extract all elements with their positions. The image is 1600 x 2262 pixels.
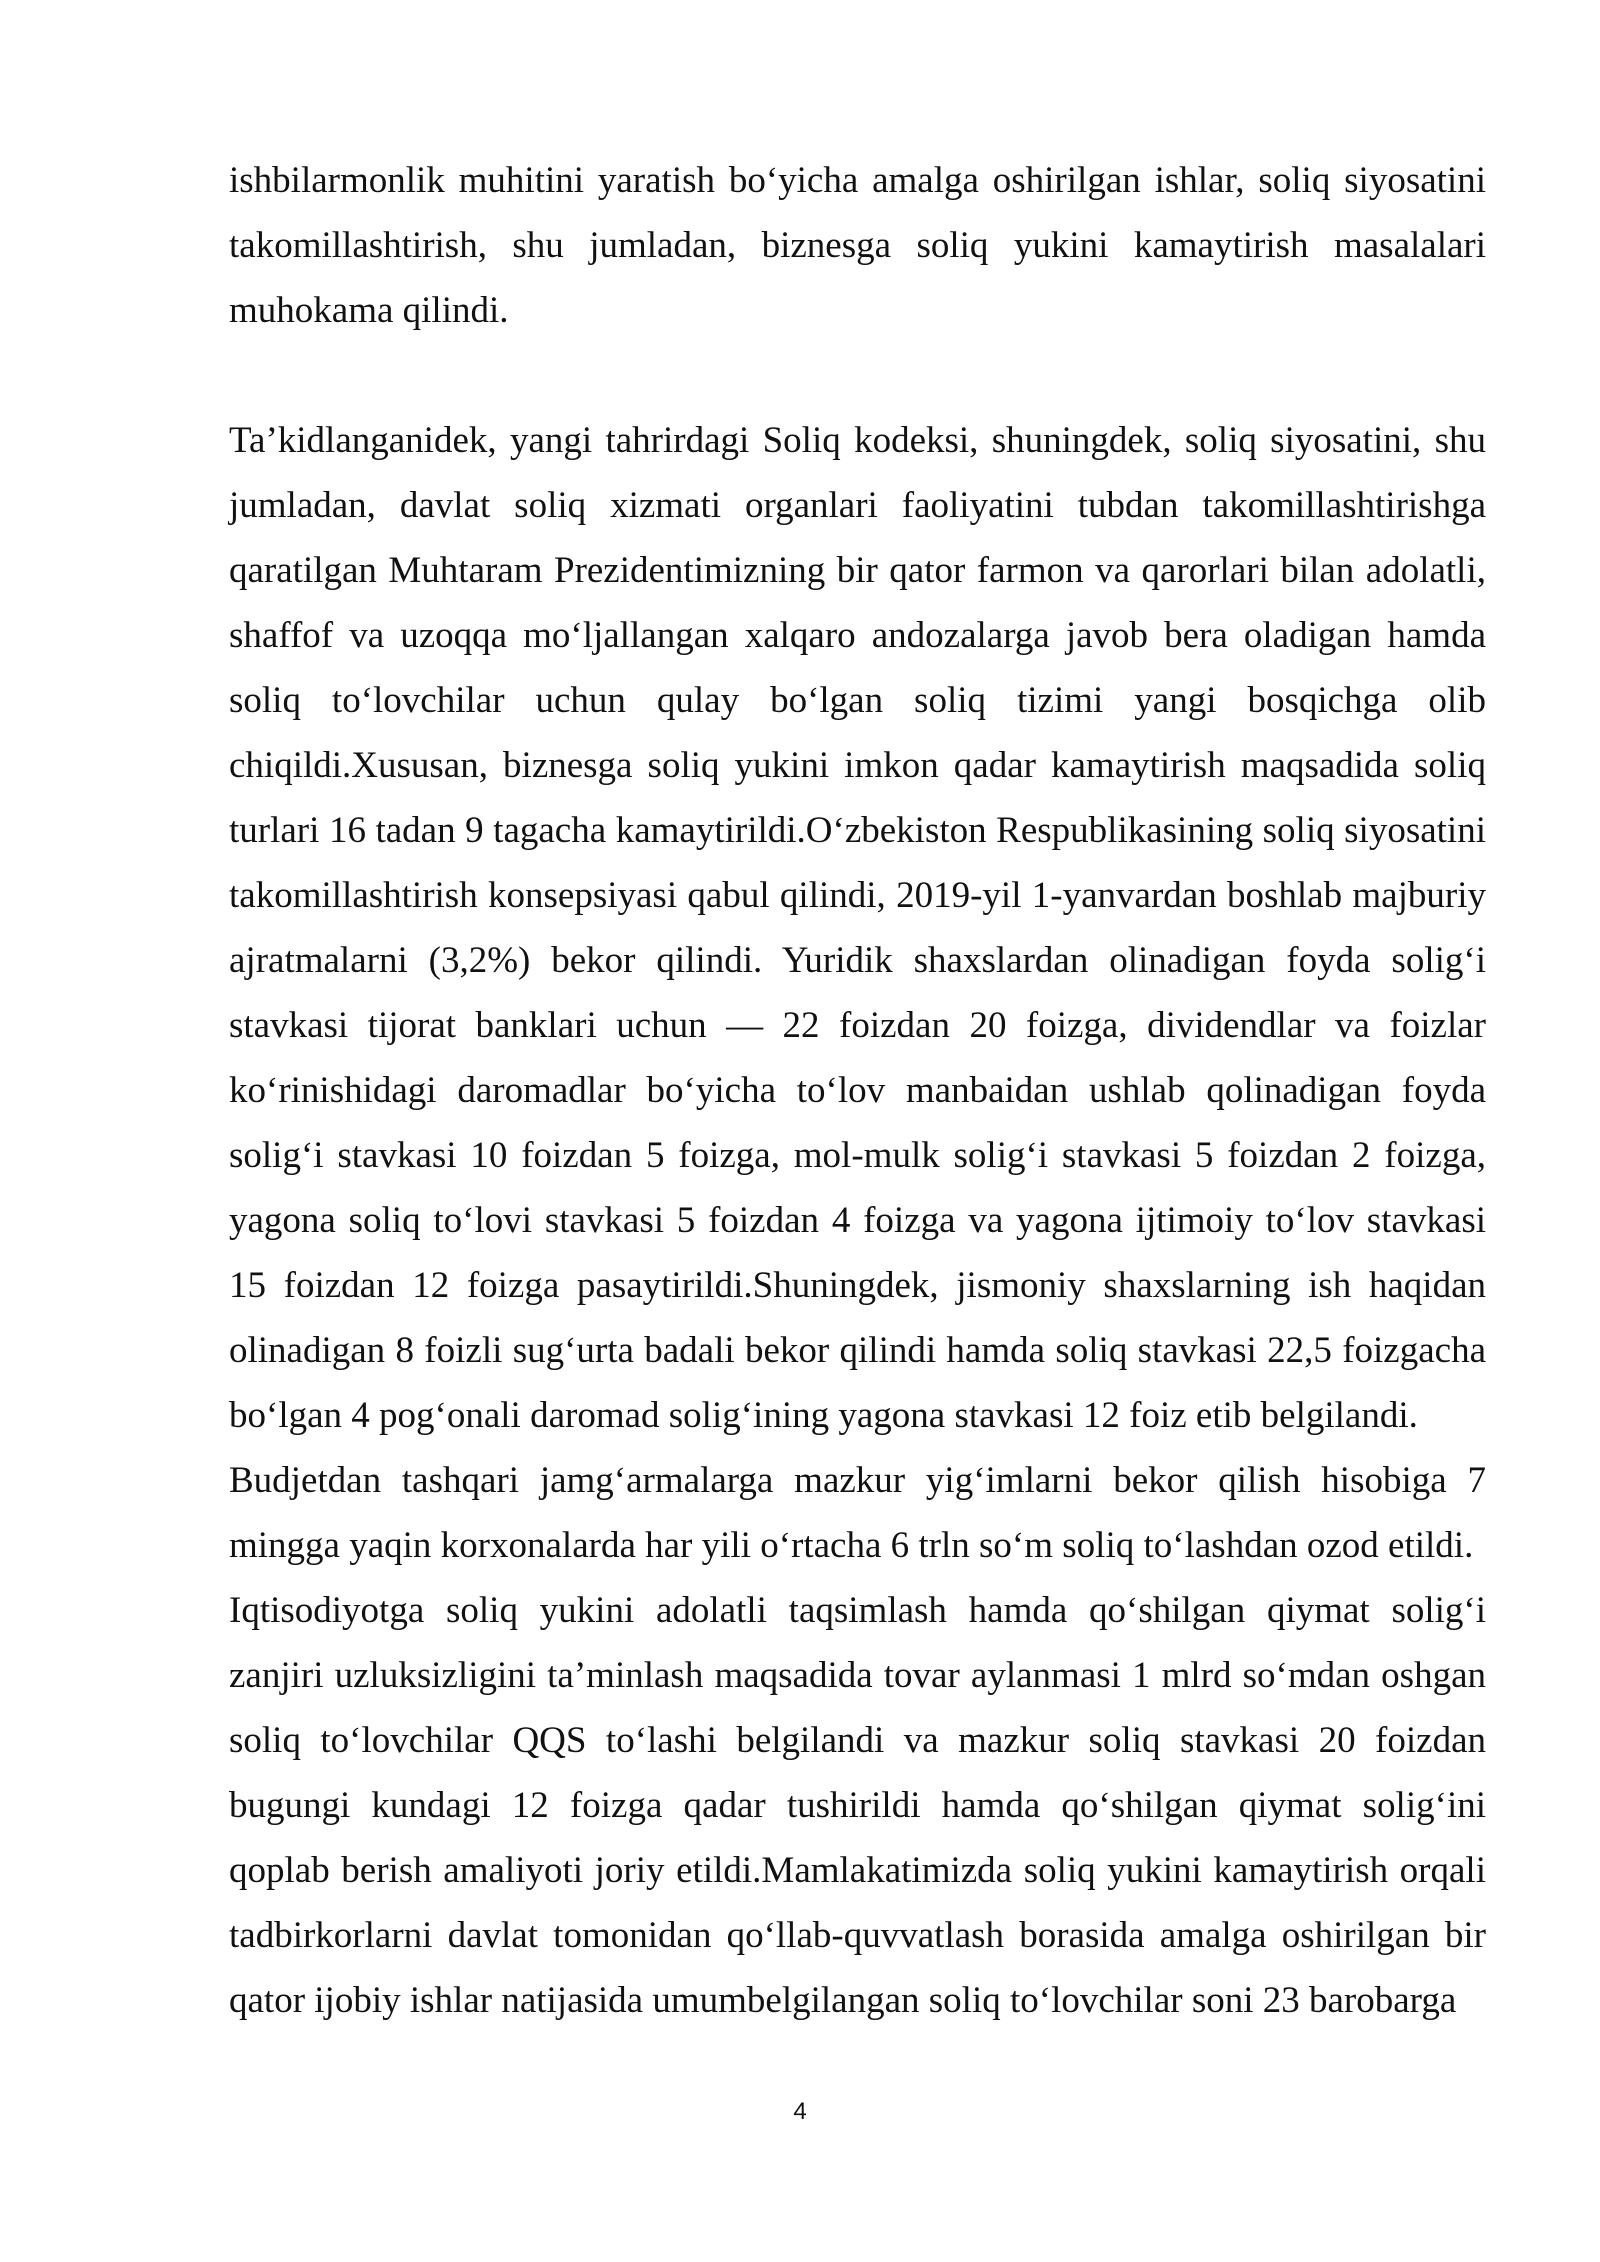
paragraph-1: ishbilarmonlik muhitini yaratish bo‘yicha amalga oshirilgan ishlar, soliq siyosatini takomillashtirish, shu jumladan, biznesga soliq yukini kamaytirish masalalari muhokama qilindi. [229,160,1486,331]
paragraph-3: Budjetdan tashqari jamg‘armalarga mazkur yig‘imlarni bekor qilish hisobiga 7 mingga yaqin korxonalarda har yili o‘rtacha 6 trln so‘m soliq to‘lashdan ozod etildi. [229,1460,1486,1566]
page-number: 4 [793,2098,807,2125]
body-text [229,148,1486,2033]
paragraph-2: Ta’kidlanganidek, yangi tahrirdagi Soliq kodeksi, shuningdek, soliq siyosatini, shu jumladan, davlat soliq xizmati organlari faoliyatini tubdan takomillashtirishga qaratilgan Muhtaram Prezidentimizning bir qator farmon va qarorlari bilan adolatli, shaffof va uzoqqa mo‘ljallangan xalqaro andozalarga javob bera oladigan hamda soliq to‘lovchilar uchun qulay bo‘lgan soliq tizimi yangi bosqichga olib chiqildi.Xususan, biznesga soliq yukini imkon qadar kamaytirish maqsadida soliq turlari 16 tadan 9 tagacha kamaytirildi.O‘zbekiston Respublikasining soliq siyosatini takomillashtirish konsepsiyasi qabul qilindi, 2019-yil 1-yanvardan boshlab majburiy ajratmalarni (3,2%) bekor qilindi. Yuridik shaxslardan olinadigan foyda solig‘i stavkasi tijorat banklari uchun — 22 foizdan 20 foizga, dividendlar va foizlar ko‘rinishidagi daromadlar bo‘yicha to‘lov manbaidan ushlab qolinadigan foyda solig‘i stavkasi 10 foizdan 5 foizga, mol-mulk solig‘i stavkasi 5 foizdan 2 foizga, yagona soliq to‘lovi stavkasi 5 foizdan 4 foizga va yagona ijtimoiy to‘lov stavkasi 15 foizdan 12 foizga pasaytirildi.Shuningdek, jismoniy shaxslarning ish haqidan olinadigan 8 foizli sug‘urta badali bekor qilindi hamda soliq stavkasi 22,5 foizgacha bo‘lgan 4 pog‘onali daromad solig‘ining yagona stavkasi 12 foiz etib belgilandi. [229,420,1486,1436]
paragraph-4: Iqtisodiyotga soliq yukini adolatli taqsimlash hamda qo‘shilgan qiymat solig‘i zanjiri uzluksizligini ta’minlash maqsadida tovar aylanmasi 1 mlrd so‘mdan oshgan soliq to‘lovchilar QQS to‘lashi belgilandi va mazkur soliq stavkasi 20 foizdan bugungi kundagi 12 foizga qadar tushirildi hamda qo‘shilgan qiymat solig‘ini qoplab berish amaliyoti joriy etildi.Mamlakatimizda soliq yukini kamaytirish orqali tadbirkorlarni davlat tomonidan qo‘llab-quvvatlash borasida amalga oshirilgan bir qator ijobiy ishlar natijasida umumbelgilangan soliq to‘lovchilar soni 23 barobarga [229,1590,1486,2021]
